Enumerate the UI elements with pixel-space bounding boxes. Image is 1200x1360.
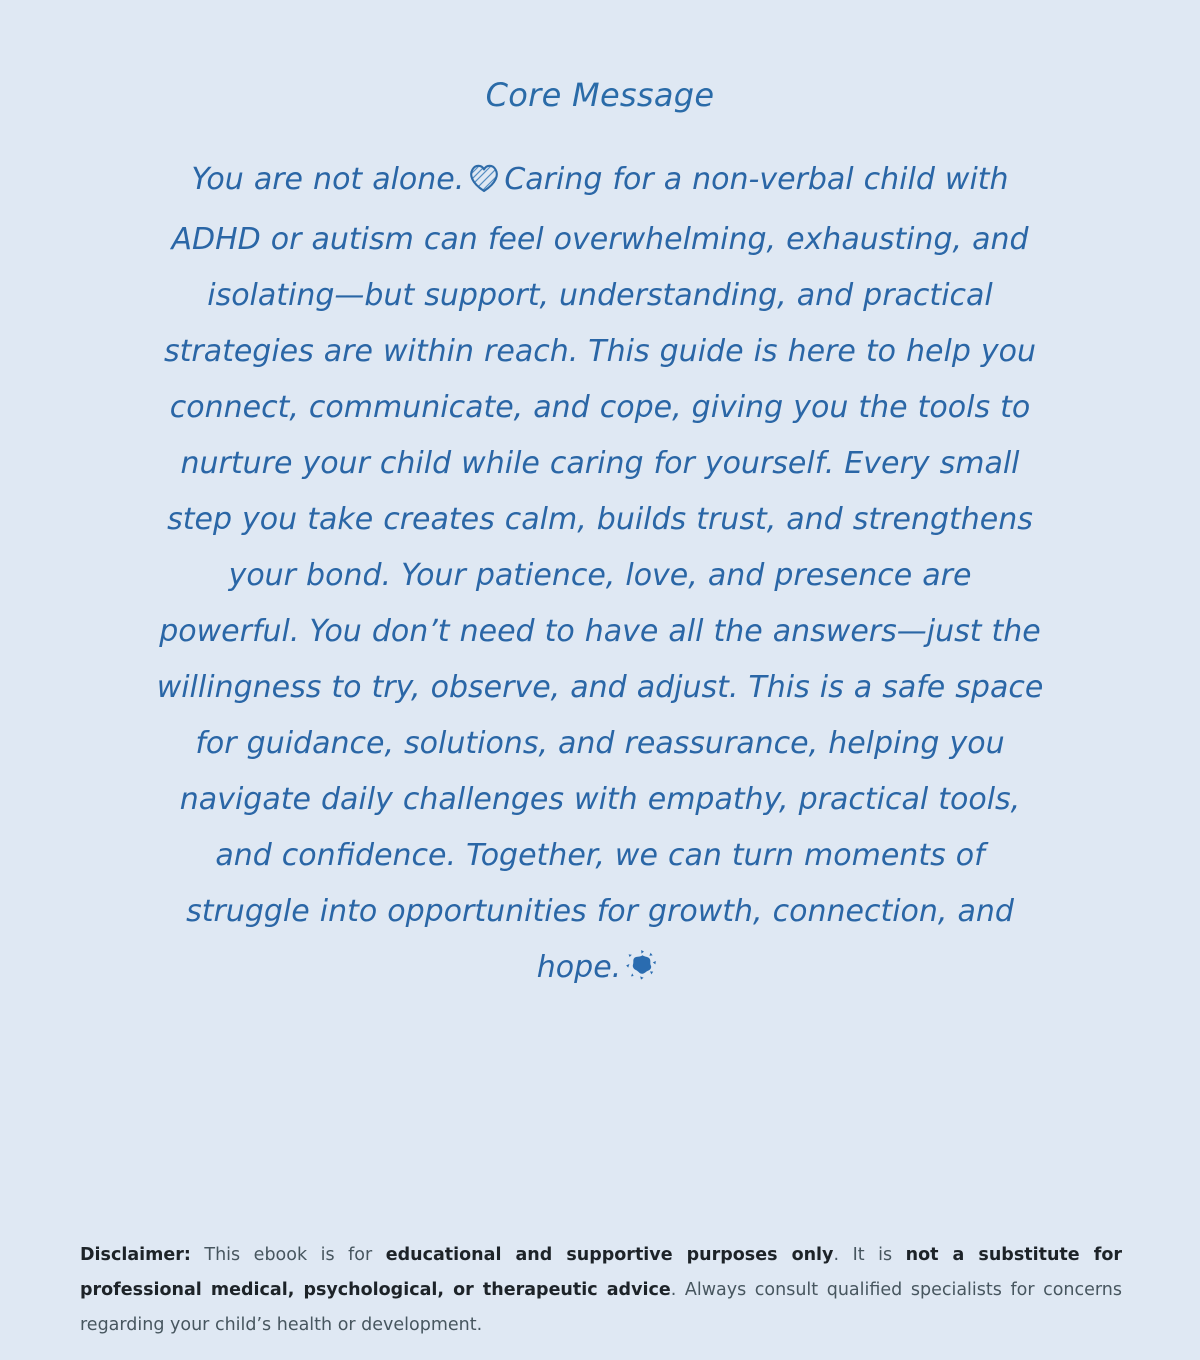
disclaimer-part-3: . It is bbox=[833, 1245, 906, 1265]
page-title: Core Message bbox=[485, 76, 715, 114]
core-message-segment-two: Caring for a non-verbal child with ADHD or autism can feel overwhelming, exhausting, and isolating—but support, understanding, and practical strategies are within reach. This guide is here to help you connect, communicate, and cope, giving you the tools to nurture your child while caring for yourself. Every small step you take creates calm, builds trust, and strengthens your bond. Your patience, love, and presence are powerful. You don’t need to have all the answers—just the willingness to try, observe, and adjust. This is a safe space for guidance, solutions, and reassurance, helping you navigate daily challenges with empathy, practical tools, and confidence. Together, we can turn moments of struggle into opportunities for growth, connection, and hope. bbox=[156, 162, 1044, 985]
core-message-paragraph bbox=[155, 152, 1045, 1000]
disclaimer-part-2-emphasis: educational and supportive purposes only bbox=[385, 1245, 834, 1265]
disclaimer bbox=[80, 1238, 1122, 1343]
disclaimer-part-1: This ebook is for bbox=[190, 1245, 386, 1265]
sketched-heart-icon bbox=[468, 156, 500, 212]
disclaimer-part-4-emphasis: not a substitute for professional medical, psychological, or therapeutic advice bbox=[80, 1245, 1122, 1300]
disclaimer-label: Disclaimer: bbox=[80, 1245, 191, 1265]
disclaimer-part-5: . Always consult qualified specialists for concerns regarding your child’s health or development. bbox=[80, 1280, 1122, 1335]
sparkle-burst-icon bbox=[625, 944, 659, 1000]
core-message-segment-one: You are not alone. bbox=[191, 162, 465, 197]
